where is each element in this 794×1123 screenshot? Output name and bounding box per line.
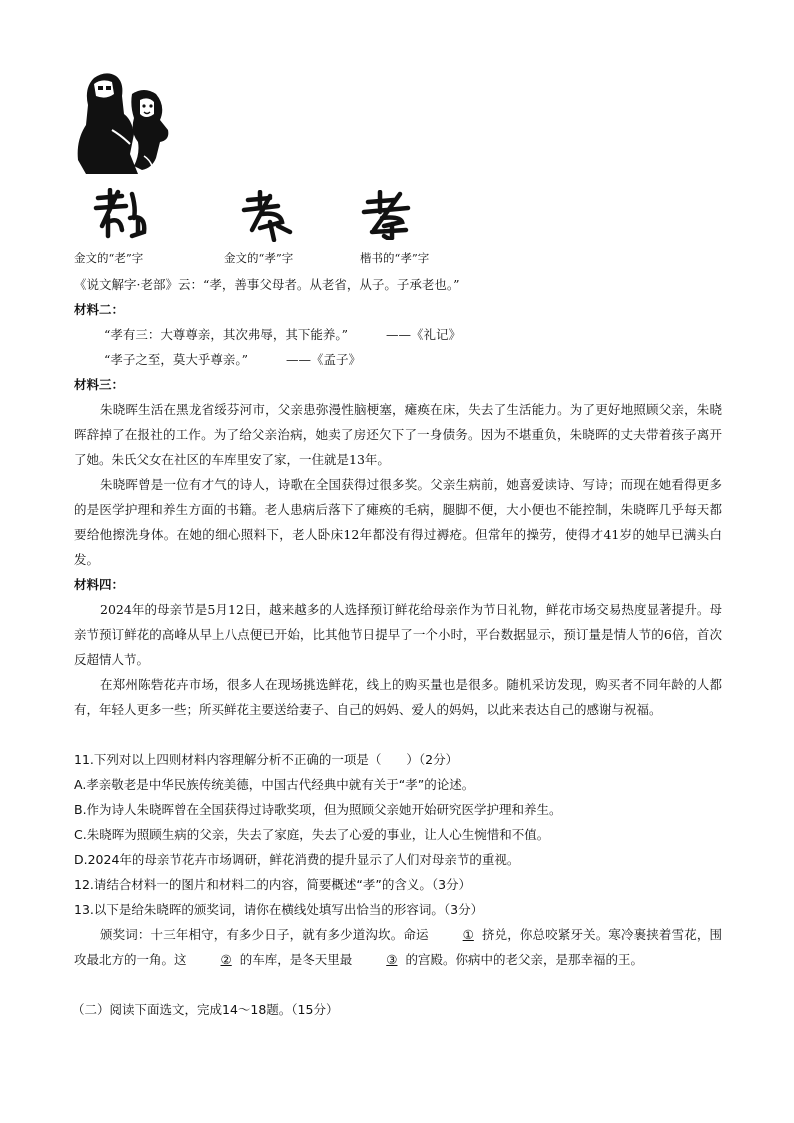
material-3-paragraph-1: 朱晓晖生活在黑龙省绥芬河市，父亲患弥漫性脑梗塞，瘫痪在床，失去了生活能力。为了更好地照顾父亲，朱晓晖辞掉了在报社的工作。为了给父亲治病，她卖了房还欠下了一身债务。因为不堪重负，朱晓晖的丈夫带着孩子离开了她。朱氏父女在社区的车库里安了家，一住就是13年。 [74,402,722,467]
award-speech [74,922,722,972]
caption-kaishu-xiao: 楷书的“孝”字 [360,251,430,265]
liji-quote-text: “孝有三：大尊尊亲，其次弗辱，其下能养。” [104,327,349,342]
material-3-heading: 材料三： [74,377,125,392]
option-c: C.朱晓晖为照顾生病的父亲，失去了家庭，失去了心爱的事业，让人心生惋惜和不值。 [74,827,550,842]
shuowen-quote: 《说文解字·老部》云：“孝，善事父母者。从老省，从子。子承老也。” [74,277,460,292]
liji-source: ——《礼记》 [386,327,462,342]
option-a: A.孝亲敬老是中华民族传统美德，中国古代经典中就有关于“孝”的论述。 [74,777,475,792]
award-text-4: 的宫殿。你病中的老父亲，是那幸福的王。 [405,952,643,967]
option-d: D.2024年的母亲节花卉市场调研，鲜花消费的提升显示了人们对母亲节的重视。 [74,852,520,867]
glyph-captions [74,250,429,266]
kaishu-xiao-character-image [360,190,414,240]
award-text-1: 颁奖词：十三年相守，有多少日子，就有多少道沟坎。命运 [100,927,429,942]
question-11: 11.下列对以上四则材料内容理解分析不正确的一项是（ ）（2分） [74,752,459,767]
material-2-heading: 材料二： [74,302,125,317]
material-3-paragraph-2: 朱晓晖曾是一位有才气的诗人，诗歌在全国获得过很多奖。父亲生病前，她喜爱读诗、写诗；而现在她看得更多的是医学护理和养生方面的书籍。老人患病后落下了瘫痪的毛病，腿脚不便，大小便也不能控制，朱晓晖几乎每天都要给他擦洗身体。在她的细心照料下，老人卧床12年都没有得过褥疮。但常年的操劳，使得才41岁的她早已满头白发。 [74,477,722,567]
bronze-lao-character-image [92,188,152,240]
bronze-xiao-character-image [240,190,296,242]
blank-1[interactable]: ① [462,927,474,942]
section-2-heading: （二）阅读下面选文，完成14～18题。（15分） [72,1002,339,1017]
question-12: 12.请结合材料一的图片和材料二的内容，简要概述“孝”的含义。（3分） [74,877,472,892]
material-4-heading: 材料四： [74,577,125,592]
mengzi-quote [104,347,724,372]
option-b: B.作为诗人朱晓晖曾在全国获得过诗歌奖项，但为照顾父亲她开始研究医学护理和养生。 [74,802,562,817]
caption-bronze-xiao: 金文的“孝”字 [224,251,294,265]
illustration-elder-and-child [72,70,172,174]
liji-quote [104,322,724,347]
material-4-paragraph-2: 在郑州陈砦花卉市场，很多人在现场挑选鲜花，线上的购买量也是很多。随机采访发现，购买者不同年龄的人都有，年轻人更多一些；所买鲜花主要送给妻子、自己的妈妈、爱人的妈妈，以此来表达自己的感谢与祝福。 [74,677,722,717]
question-13: 13.以下是给朱晓晖的颁奖词，请你在横线处填写出恰当的形容词。（3分） [74,902,484,917]
material-4-paragraph-1: 2024年的母亲节是5月12日，越来越多的人选择预订鲜花给母亲作为节日礼物，鲜花市场交易热度显著提升。母亲节预订鲜花的高峰从早上八点便已开始，比其他节日提早了一个小时，平台数据显示，预订量是情人节的6倍，首次反超情人节。 [74,602,722,667]
blank-2[interactable]: ② [220,952,232,967]
blank-3[interactable]: ③ [386,952,398,967]
mengzi-source: ——《孟子》 [286,352,362,367]
caption-bronze-lao: 金文的“老”字 [74,251,144,265]
award-text-2: 挤兑，你总咬紧牙关。寒冷裹挟着雪花，围攻最北方的一角。这 [74,927,722,967]
award-text-3: 的车库，是冬天里最 [239,952,353,967]
mengzi-quote-text: “孝子之至，莫大乎尊亲。” [104,352,249,367]
